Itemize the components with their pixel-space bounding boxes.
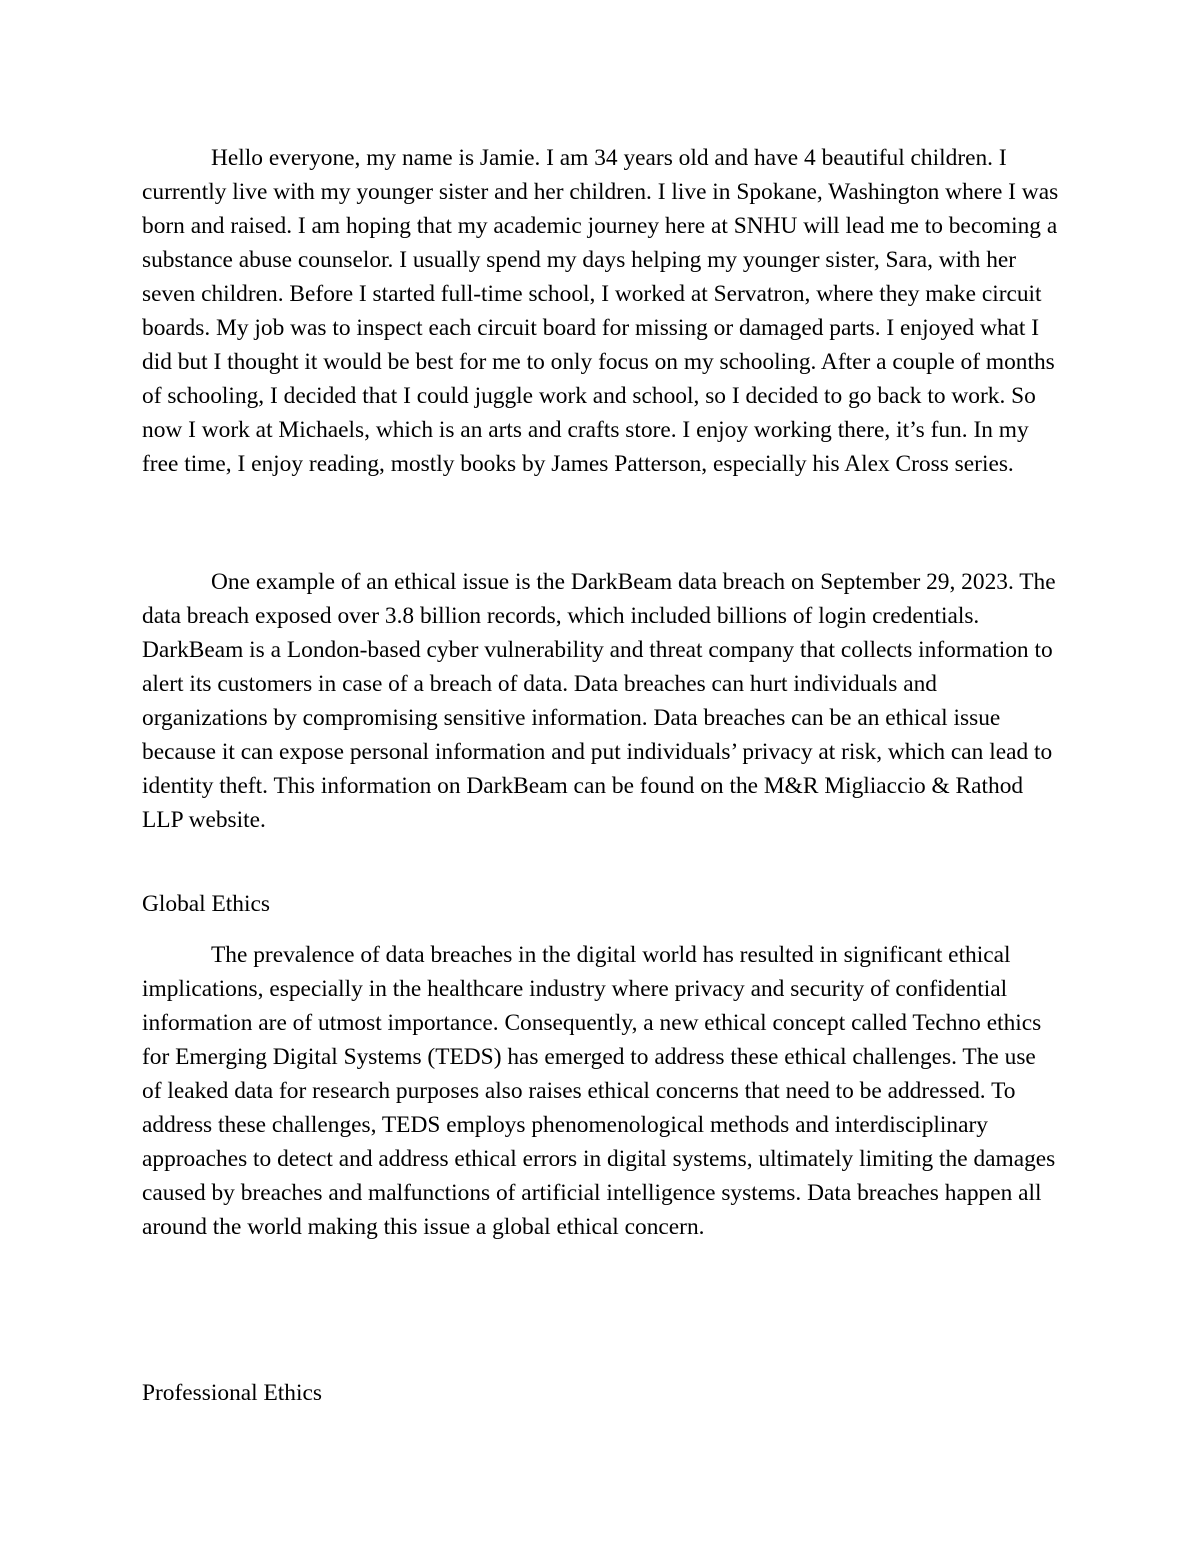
intro-paragraph: Hello everyone, my name is Jamie. I am 34 years old and have 4 beautiful children. I currently live with my younger sister and her children. I live in Spokane, Washington where I was born and raised. I am hoping that my academic journey here at SNHU will lead me to becoming a substance abuse counselor. I usually spend my days helping my younger sister, Sara, with her seven children. Before I started full-time school, I worked at Servatron, where they make circuit boards. My job was to inspect each circuit board for missing or damaged parts. I enjoyed what I did but I thought it would be best for me to only focus on my schooling. After a couple of months of schooling, I decided that I could juggle work and school, so I decided to go back to work. So now I work at Michaels, which is an arts and crafts store. I enjoy working there, it’s fun. In my free time, I enjoy reading, mostly books by James Patterson, especially his Alex Cross series. — [142, 145, 1059, 477]
ethical-issue-paragraph: One example of an ethical issue is the DarkBeam data breach on September 29, 2023. The data breach exposed over 3.8 billion records, which included billions of login credentials. DarkBeam is a London-based cyber vulnerability and threat company that collects information to alert its customers in case of a breach of data. Data breaches can hurt individuals and organizations by compromising sensitive information. Data breaches can be an ethical issue because it can expose personal information and put individuals’ privacy at risk, which can lead to identity theft. This information on DarkBeam can be found on the M&R Migliaccio & Rathod LLP website. — [142, 569, 1056, 833]
global-ethics-paragraph: The prevalence of data breaches in the digital world has resulted in significant ethical implications, especially in the healthcare industry where privacy and security of confidential information are of utmost importance. Consequently, a new ethical concept called Techno ethics for Emerging Digital Systems (TEDS) has emerged to address these ethical challenges. The use of leaked data for research purposes also raises ethical concerns that need to be addressed. To address these challenges, TEDS employs phenomenological methods and interdisciplinary approaches to detect and address ethical errors in digital systems, ultimately limiting the damages caused by breaches and malfunctions of artificial intelligence systems. Data breaches happen all around the world making this issue a global ethical concern. — [142, 942, 1056, 1240]
global-ethics-heading: Global Ethics — [142, 891, 270, 917]
professional-ethics-heading: Professional Ethics — [142, 1380, 322, 1406]
